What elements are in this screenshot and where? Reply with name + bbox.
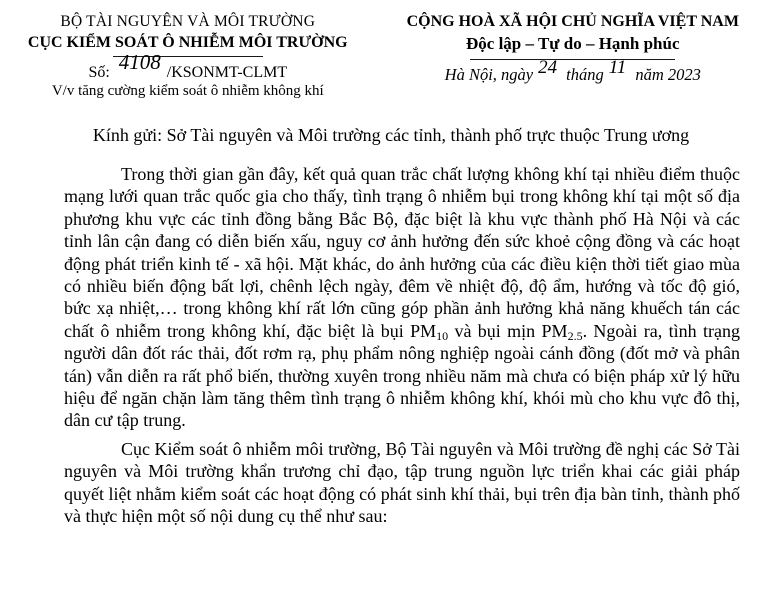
- national-heading-block: [368, 13, 782, 86]
- handwritten-month: 11: [608, 57, 627, 78]
- department-name: CỤC KIỂM SOÁT Ô NHIỄM MÔI TRƯỜNG: [27, 34, 348, 51]
- letter-body: [64, 163, 740, 528]
- document-number-label: Số:: [88, 64, 110, 81]
- national-motto-line2: Độc lập – Tự do – Hạnh phúc: [466, 34, 680, 53]
- body-paragraph-1: Trong thời gian gần đây, kết quả quan trắc chất lượng không khí tại nhiều điểm thuộc mạng lưới quan trắc quốc gia cho thấy, tình trạng ô nhiễm bụi trong không khí tại một số địa phương khu vực các tỉnh đồng bằng Bắc Bộ, đặc biệt là khu vực thành phố Hà Nội và các tỉnh lân cận đang có diễn biến xấu, nguy cơ ảnh hưởng đến sức khoẻ cộng đồng và các hoạt động phát triển kinh tế - xã hội. Mặt khác, do ảnh hưởng của các điều kiện thời tiết giao mùa có nhiều biến động bất lợi, chênh lệch ngày, đêm về nhiệt độ, độ ẩm, hướng và tốc độ gió, bức xạ nhiệt,… trong không khí rất lớn cũng góp phần ảnh hưởng khả năng khuếch tán các chất ô nhiễm trong không khí, đặc biệt là bụi $PM_{10}$ và bụi mịn $PM_{2.5}$. Ngoài ra, tình trạng người dân đốt rác thải, đốt rơm rạ, phụ phẩm nông nghiệp ngoài cánh đồng (đốt mở và phân tán) vẫn diễn ra rất phổ biến, thường xuyên trong nhiều năm mà chưa có biện pháp xử lý hữu hiệu để ngăn chặn làm tăng thêm tình trạng ô nhiễm không khí, khói mù cho khu vực đô thị, dân cư tập trung.: [64, 164, 740, 431]
- letter-header: [0, 13, 782, 100]
- place-date-line: [368, 57, 778, 86]
- document-subject: V/v tăng cường kiểm soát ô nhiễm không khí: [51, 83, 324, 99]
- document-number-value: 4108: [118, 50, 161, 74]
- body-paragraph-2: Cục Kiểm soát ô nhiễm môi trường, Bộ Tài nguyên và Môi trường đề nghị các Sở Tài nguyên và Môi trường khẩn trương chỉ đạo, tập trung nguồn lực triển khai các giải pháp quyết liệt nhằm kiểm soát các hoạt động có phát sinh khí thải, bụi trên địa bàn tỉnh, thành phố và thực hiện một số nội dung cụ thể như sau:: [64, 438, 740, 527]
- ministry-name: BỘ TÀI NGUYÊN VÀ MÔI TRƯỜNG: [60, 13, 316, 30]
- national-motto-line1: CỘNG HOÀ XÃ HỘI CHỦ NGHĨA VIỆT NAM: [406, 13, 739, 30]
- recipient-line: Kính gửi: Sở Tài nguyên và Môi trường các tỉnh, thành phố trực thuộc Trung ương: [92, 125, 690, 145]
- year-label: năm 2023: [635, 65, 701, 84]
- place-date-prefix: Hà Nội, ngày: [444, 65, 534, 84]
- document-number-line: [8, 50, 368, 83]
- motto-rule: [470, 59, 675, 60]
- month-label: tháng: [566, 65, 604, 84]
- handwritten-day: 24: [538, 57, 558, 78]
- issuing-agency-block: [0, 13, 368, 100]
- document-symbol: /KSONMT-CLMT: [166, 64, 288, 81]
